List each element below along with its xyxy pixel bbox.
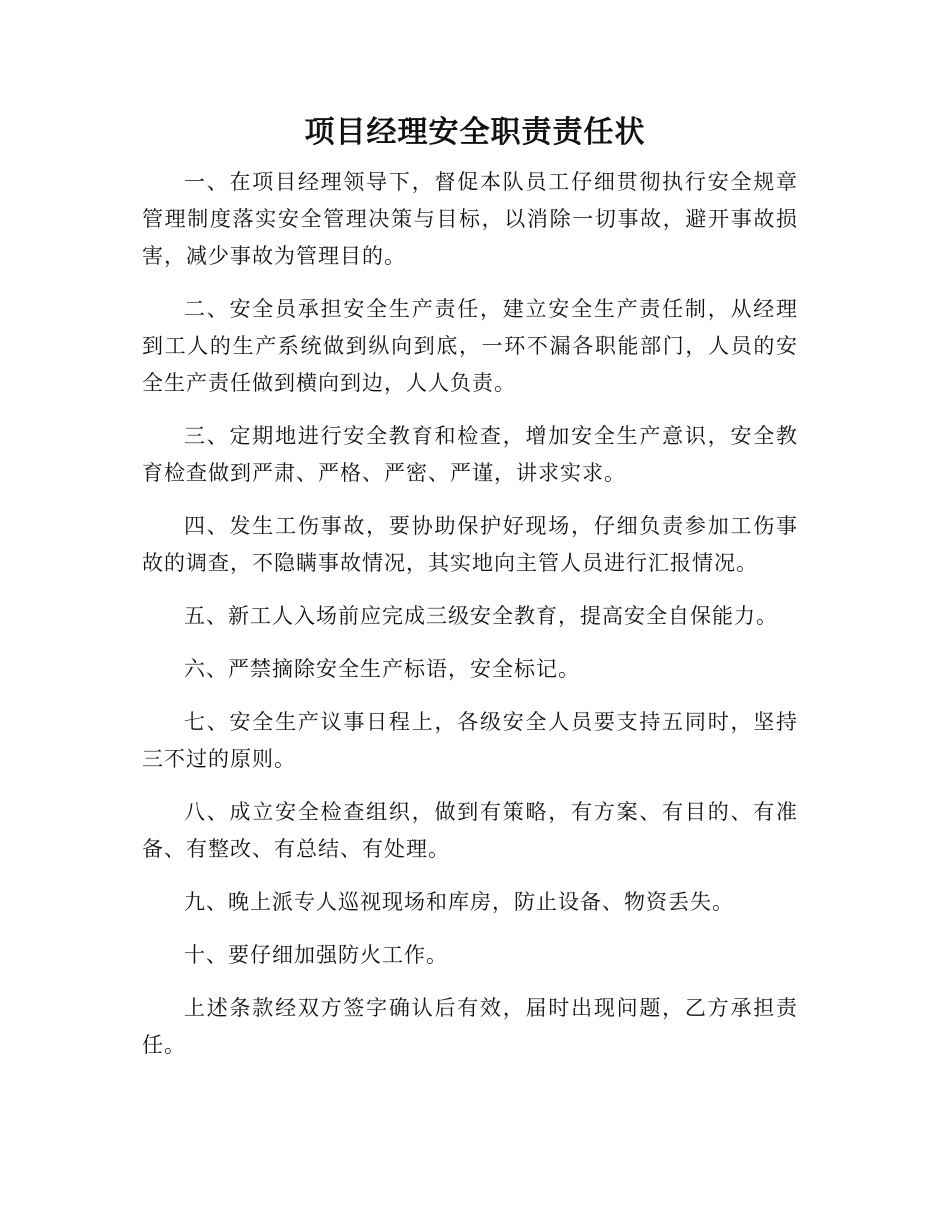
- clause-8: 八、成立安全检查组织，做到有策略，有方案、有目的、有准备、有整改、有总结、有处理。: [142, 800, 798, 861]
- clause-4: 四、发生工伤事故，要协助保护好现场，仔细负责参加工伤事故的调查，不隐瞒事故情况，其实地向主管人员进行汇报情况。: [142, 514, 798, 575]
- clause-7: 七、安全生产议事日程上，各级安全人员要支持五同时，坚持三不过的原则。: [142, 710, 798, 771]
- clause-9: 九、晚上派专人巡视现场和库房，防止设备、物资丢失。: [184, 890, 734, 914]
- clause-10: 十、要仔细加强防火工作。: [184, 943, 448, 967]
- clause-1: 一、在项目经理领导下，督促本队员工仔细贯彻执行安全规章管理制度落实安全管理决策与目标，以消除一切事故，避开事故损害，减少事故为管理目的。: [142, 170, 798, 268]
- clause-3: 三、定期地进行安全教育和检查，增加安全生产意识，安全教育检查做到严肃、严格、严密、严谨，讲求实求。: [142, 424, 798, 485]
- clause-6: 六、严禁摘除安全生产标语，安全标记。: [184, 657, 580, 681]
- closing-statement: 上述条款经双方签字确认后有效，届时出现问题，乙方承担责任。: [142, 996, 798, 1057]
- document-body: [142, 164, 798, 1080]
- document-title: 项目经理安全职责责任状: [304, 115, 646, 150]
- clause-5: 五、新工人入场前应完成三级安全教育，提高安全自保能力。: [184, 604, 778, 628]
- clause-2: 二、安全员承担安全生产责任，建立安全生产责任制，从经理到工人的生产系统做到纵向到底，一环不漏各职能部门，人员的安全生产责任做到横向到边，人人负责。: [142, 297, 798, 395]
